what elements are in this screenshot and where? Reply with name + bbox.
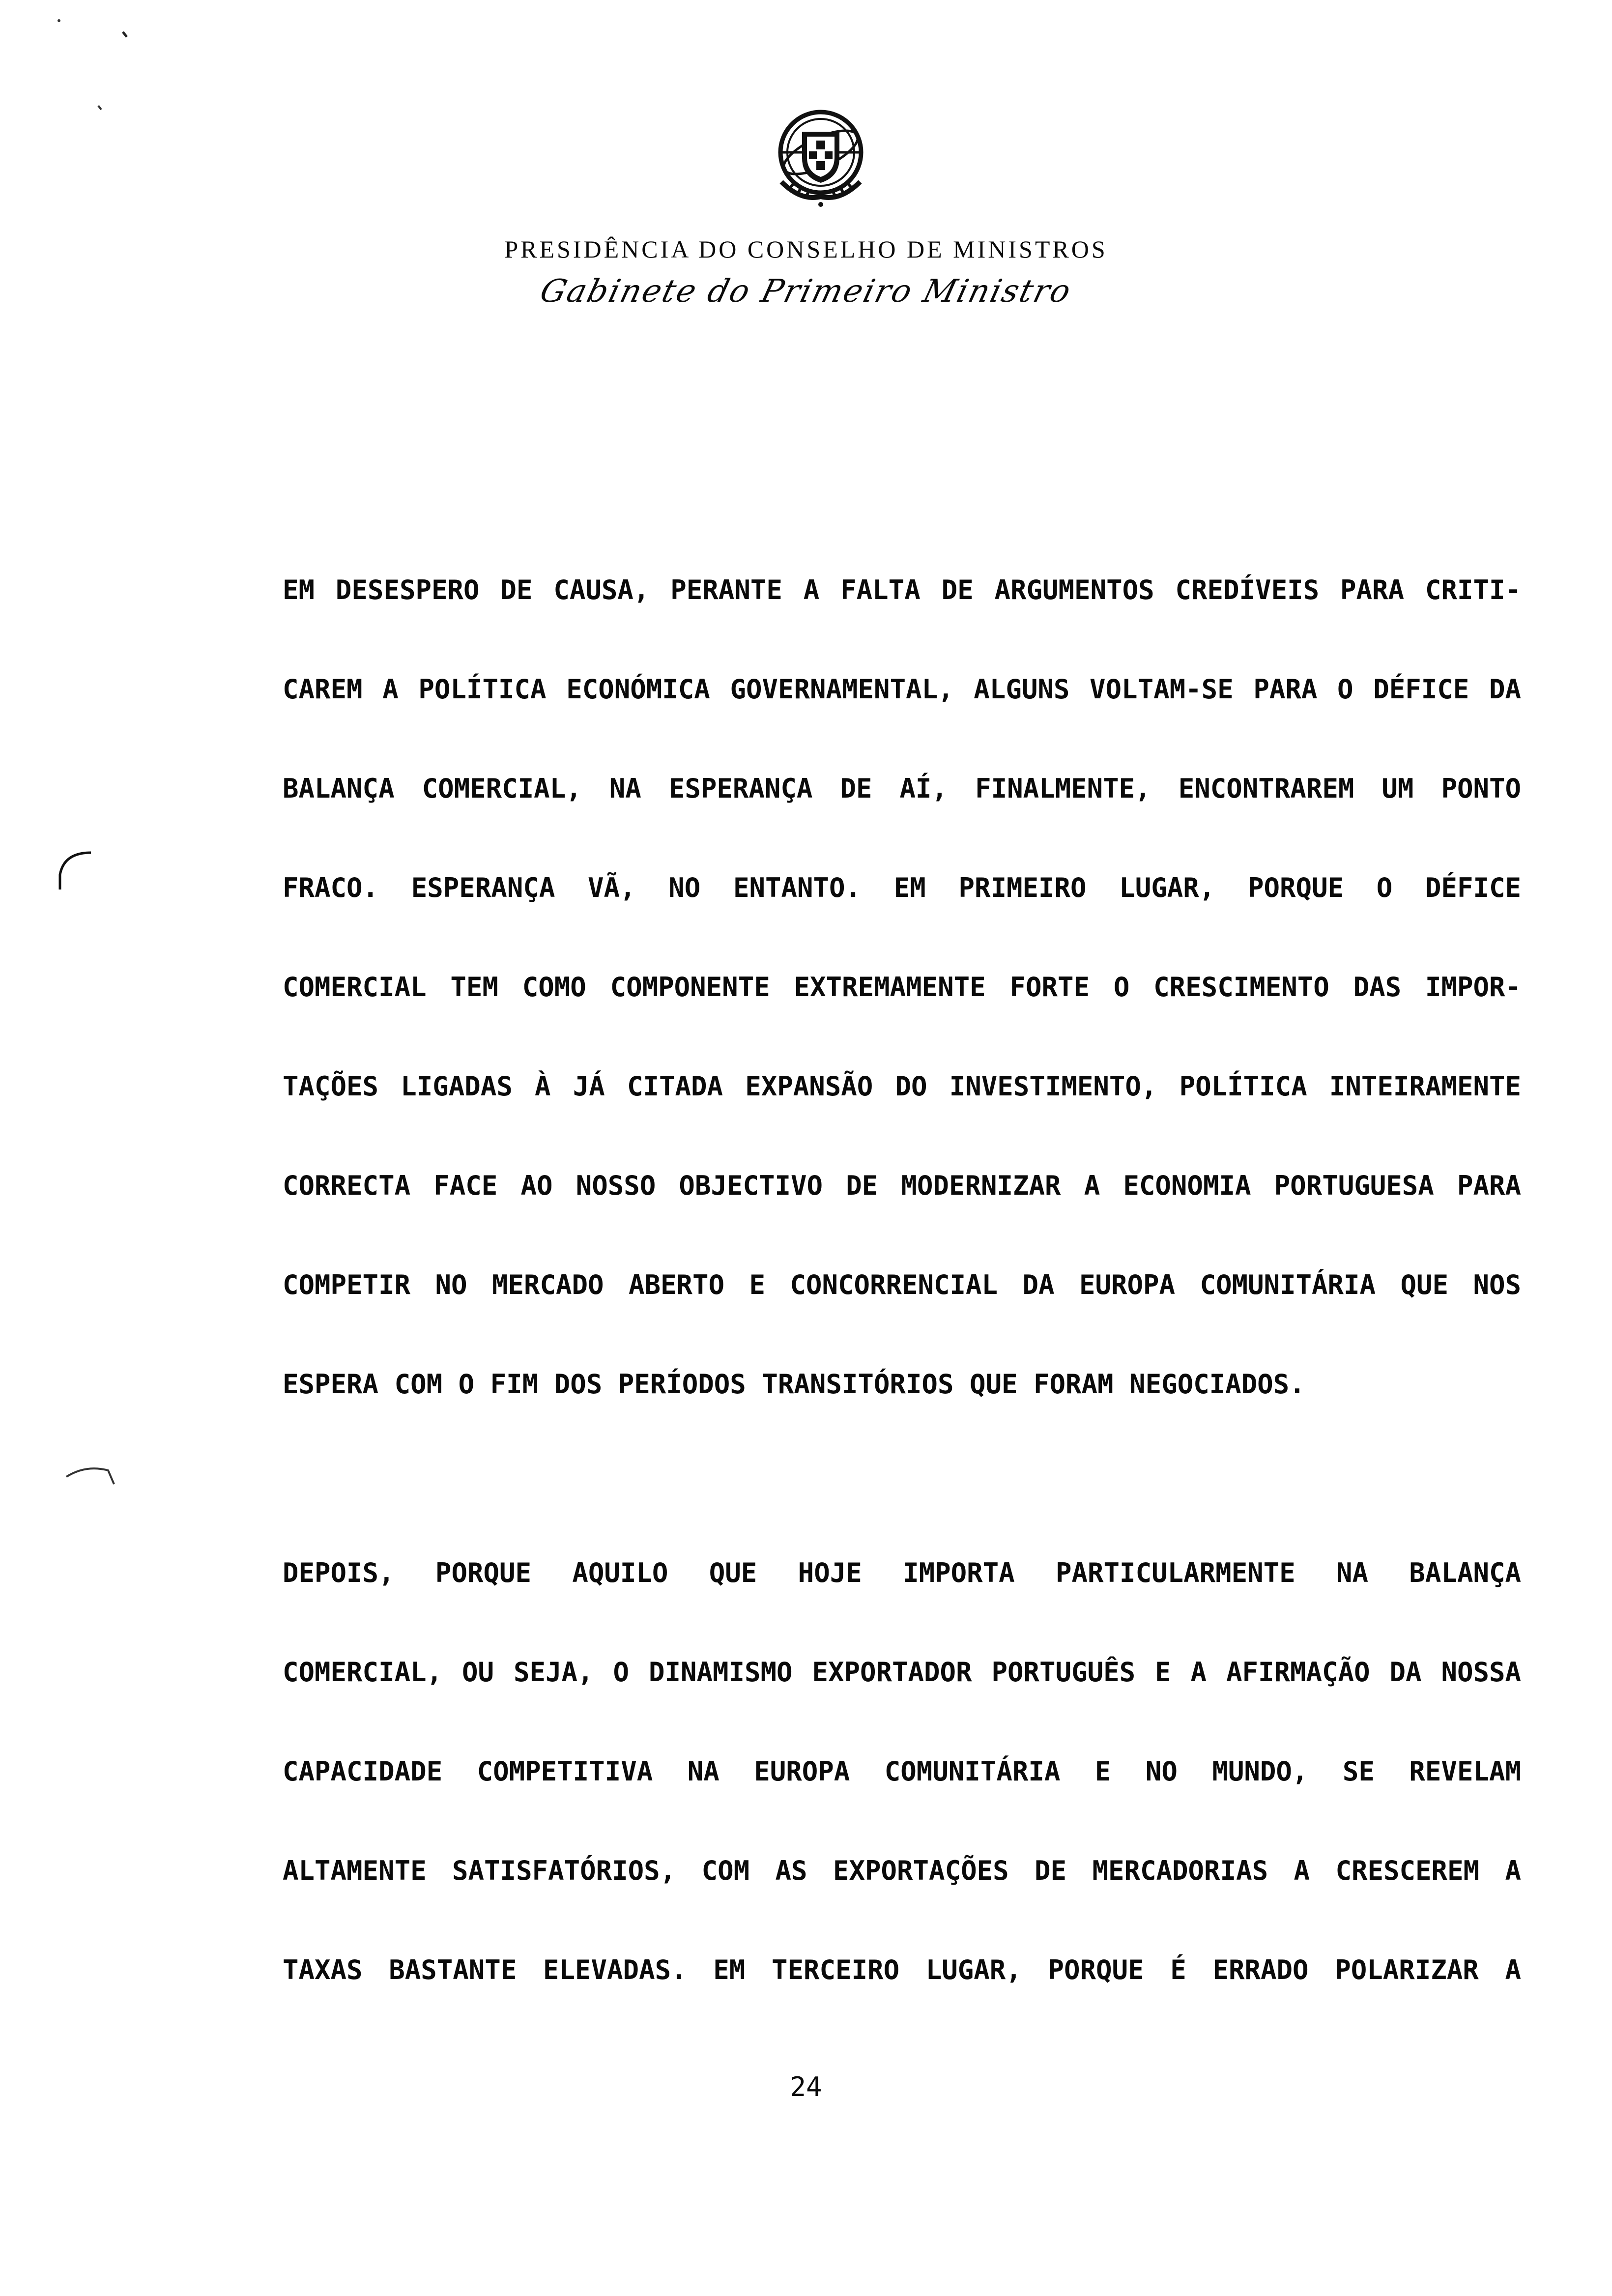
coat-of-arms-icon	[767, 103, 875, 211]
text-line: COMPETIR NO MERCADO ABERTO E CONCORRENCIAL DA EUROPA COMUNITÁRIA QUE NOS	[283, 1269, 1521, 1300]
text-line: COMERCIAL, OU SEJA, O DINAMISMO EXPORTADOR PORTUGUÊS E A AFIRMAÇÃO DA NOSSA	[283, 1657, 1521, 1688]
text-line: COMERCIAL TEM COMO COMPONENTE EXTREMAMENTE FORTE O CRESCIMENTO DAS IMPOR-	[283, 972, 1521, 1003]
page-number: 24	[790, 2071, 822, 2102]
text-line: CORRECTA FACE AO NOSSO OBJECTIVO DE MODERNIZAR A ECONOMIA PORTUGUESA PARA	[283, 1170, 1521, 1201]
institution-title: PRESIDÊNCIA DO CONSELHO DE MINISTROS	[504, 235, 1108, 263]
text-line: ALTAMENTE SATISFATÓRIOS, COM AS EXPORTAÇÕES DE MERCADORIAS A CRESCEREM A	[283, 1855, 1521, 1886]
paragraph-1	[283, 541, 1521, 1434]
text-line: BALANÇA COMERCIAL, NA ESPERANÇA DE AÍ, FINALMENTE, ENCONTRAREM UM PONTO	[283, 773, 1521, 804]
text-line: CAREM A POLÍTICA ECONÓMICA GOVERNAMENTAL, ALGUNS VOLTAM-SE PARA O DÉFICE DA	[283, 674, 1521, 705]
text-line: CAPACIDADE COMPETITIVA NA EUROPA COMUNITÁRIA E NO MUNDO, SE REVELAM	[283, 1756, 1521, 1787]
text-line: TAXAS BASTANTE ELEVADAS. EM TERCEIRO LUGAR, PORQUE É ERRADO POLARIZAR A	[283, 1954, 1521, 1985]
text-line: EM DESESPERO DE CAUSA, PERANTE A FALTA DE ARGUMENTOS CREDÍVEIS PARA CRITI-	[283, 574, 1521, 605]
text-line: DEPOIS, PORQUE AQUILO QUE HOJE IMPORTA PARTICULARMENTE NA BALANÇA	[283, 1557, 1521, 1588]
scan-mark	[49, 15, 147, 123]
text-line: TAÇÕES LIGADAS À JÁ CITADA EXPANSÃO DO INVESTIMENTO, POLÍTICA INTEIRAMENTE	[283, 1071, 1521, 1102]
paragraph-2	[283, 1523, 1521, 2020]
cabinet-subtitle: Gabinete do Primeiro Ministro	[536, 273, 1076, 310]
margin-bracket-mark	[49, 845, 103, 899]
text-line: FRACO. ESPERANÇA VÃ, NO ENTANTO. EM PRIMEIRO LUGAR, PORQUE O DÉFICE	[283, 872, 1521, 903]
text-line: ESPERA COM O FIM DOS PERÍODOS TRANSITÓRIOS QUE FORAM NEGOCIADOS.	[283, 1369, 1305, 1400]
margin-tick-mark	[59, 1455, 123, 1499]
